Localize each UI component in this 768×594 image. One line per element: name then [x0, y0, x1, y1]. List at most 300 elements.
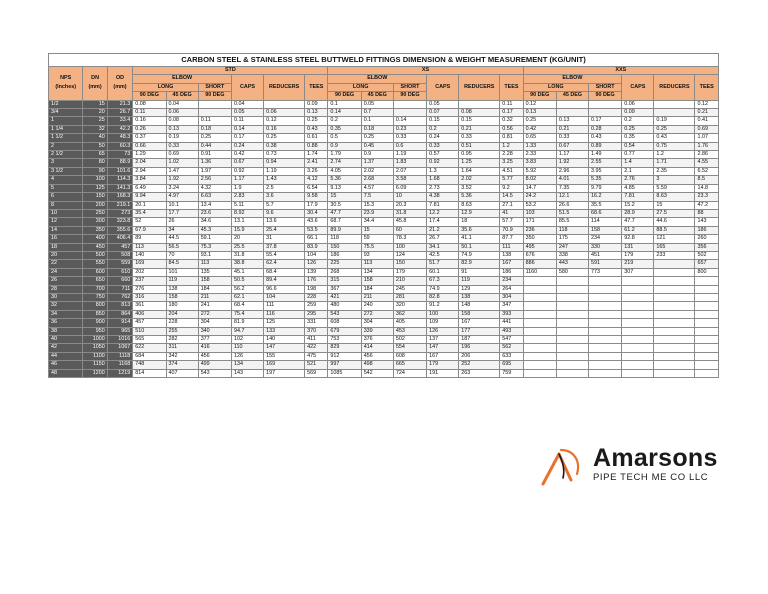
nps-cell: 36: [49, 319, 83, 327]
std-value-cell: 276: [133, 285, 166, 293]
deg90-header: 90 DEG: [133, 92, 166, 100]
xs-value-cell: 206: [459, 352, 500, 360]
std-value-cell: 143: [231, 369, 263, 377]
xxs-value-cell: [654, 277, 695, 285]
nps-cell: 8: [49, 201, 83, 209]
xs-value-cell: 67.3: [427, 277, 459, 285]
deg90-header: 90 DEG: [393, 92, 426, 100]
xs-value-cell: 150: [393, 260, 426, 268]
xs-value-cell: 912: [328, 352, 361, 360]
xxs-value-cell: 0.25: [654, 125, 695, 133]
xs-value-cell: 184: [361, 285, 393, 293]
xs-value-cell: 441: [500, 319, 523, 327]
xxs-value-cell: 0.41: [695, 117, 719, 125]
xs-value-cell: 8.63: [459, 201, 500, 209]
xs-value-cell: 405: [393, 319, 426, 327]
xs-value-cell: 34.1: [427, 243, 459, 251]
table-row: [49, 344, 719, 352]
schedule-std-header: STD: [133, 67, 328, 75]
xxs-value-cell: [523, 327, 556, 335]
xs-value-cell: 138: [459, 293, 500, 301]
xxs-value-cell: 85.5: [556, 218, 588, 226]
std-value-cell: 0.13: [166, 125, 198, 133]
std-value-cell: 180: [166, 302, 198, 310]
nps-cell: 3 1/2: [49, 167, 83, 175]
std-value-cell: 197: [264, 369, 305, 377]
xs-value-cell: 27.1: [500, 201, 523, 209]
od-cell: 1067: [107, 344, 133, 352]
table-row: [49, 201, 719, 209]
nps-cell: 1 1/2: [49, 134, 83, 142]
xxs-value-cell: 6.52: [695, 167, 719, 175]
od-cell: 406.4: [107, 235, 133, 243]
std-value-cell: 457: [133, 319, 166, 327]
dn-cell: 150: [83, 193, 107, 201]
std-value-cell: 0.25: [305, 117, 328, 125]
dn-cell: 300: [83, 218, 107, 226]
std-value-cell: 622: [133, 344, 166, 352]
xxs-value-cell: [695, 319, 719, 327]
xs-value-cell: 543: [328, 310, 361, 318]
company-logo: [537, 444, 727, 488]
od-cell: 33.4: [107, 117, 133, 125]
xs-value-cell: 829: [328, 344, 361, 352]
od-cell: 101.6: [107, 167, 133, 175]
dn-cell: 1050: [83, 344, 107, 352]
nps-cell: 28: [49, 285, 83, 293]
xs-value-cell: 75.5: [361, 243, 393, 251]
nps-cell: 20: [49, 251, 83, 259]
xxs-value-cell: [654, 327, 695, 335]
xs-value-cell: 4.05: [328, 167, 361, 175]
xs-value-cell: 211: [361, 293, 393, 301]
xxs-value-cell: 0.69: [695, 125, 719, 133]
std-value-cell: 101: [166, 268, 198, 276]
xxs-value-cell: 1.17: [556, 151, 588, 159]
std-value-cell: 2.56: [198, 176, 231, 184]
nps-cell: 4: [49, 176, 83, 184]
std-value-cell: 70: [166, 251, 198, 259]
xxs-value-cell: [523, 369, 556, 377]
xs-value-cell: 210: [393, 277, 426, 285]
std-value-cell: 5.11: [231, 201, 263, 209]
std-value-cell: 2.5: [264, 184, 305, 192]
xxs-value-cell: 0.42: [523, 125, 556, 133]
xs-value-cell: 187: [459, 336, 500, 344]
xxs-value-cell: 0.19: [654, 117, 695, 125]
xxs-value-cell: 0.09: [622, 109, 654, 117]
xxs-value-cell: [556, 319, 588, 327]
xxs-value-cell: 1.76: [695, 142, 719, 150]
xs-value-cell: 1.64: [459, 167, 500, 175]
xs-value-cell: 34.4: [361, 218, 393, 226]
xxs-value-cell: 16.2: [589, 193, 622, 201]
xxs-value-cell: [523, 310, 556, 318]
xs-value-cell: 0.7: [361, 109, 393, 117]
od-cell: 42.2: [107, 125, 133, 133]
xs-value-cell: 4.57: [361, 184, 393, 192]
nps-cell: 48: [49, 369, 83, 377]
nps-cell: 2 1/2: [49, 151, 83, 159]
xs-value-cell: 15.3: [361, 201, 393, 209]
std-value-cell: 9.6: [264, 209, 305, 217]
std-value-cell: 13.1: [231, 218, 263, 226]
std-value-cell: 6.54: [305, 184, 328, 192]
std-value-cell: 9.58: [305, 193, 328, 201]
od-cell: 323.8: [107, 218, 133, 226]
xxs-value-cell: [622, 352, 654, 360]
nps-cell: 22: [49, 260, 83, 268]
std-value-cell: 0.61: [305, 134, 328, 142]
std-value-cell: 342: [166, 352, 198, 360]
xxs-value-cell: [695, 369, 719, 377]
std-value-cell: 31.8: [231, 251, 263, 259]
std-value-cell: 20: [231, 235, 263, 243]
xs-value-cell: 234: [500, 277, 523, 285]
std-value-cell: 158: [166, 293, 198, 301]
xxs-value-cell: 2.1: [622, 167, 654, 175]
xs-value-cell: 177: [459, 327, 500, 335]
xxs-value-cell: [695, 344, 719, 352]
dn-cell: 700: [83, 285, 107, 293]
table-row: [49, 176, 719, 184]
reducers-header: REDUCERS: [654, 75, 695, 100]
long-header: LONG: [328, 83, 393, 91]
dn-cell: 1200: [83, 369, 107, 377]
xs-value-cell: 0.81: [500, 134, 523, 142]
std-value-cell: 56.5: [166, 243, 198, 251]
std-value-cell: 134: [231, 361, 263, 369]
std-value-cell: 6.63: [198, 193, 231, 201]
od-cell: 355.6: [107, 226, 133, 234]
std-value-cell: 2.04: [133, 159, 166, 167]
std-value-cell: 0.43: [305, 125, 328, 133]
schedule-xxs-header: XXS: [523, 67, 718, 75]
xxs-value-cell: [654, 260, 695, 268]
xs-value-cell: 91: [459, 268, 500, 276]
table-row: [49, 125, 719, 133]
xxs-value-cell: 24.2: [523, 193, 556, 201]
xs-value-cell: 51.7: [427, 260, 459, 268]
std-value-cell: 565: [133, 336, 166, 344]
xs-value-cell: 245: [393, 285, 426, 293]
dn-cell: 600: [83, 268, 107, 276]
xxs-value-cell: 1160: [523, 268, 556, 276]
xs-value-cell: 0.21: [459, 125, 500, 133]
std-value-cell: 0.92: [231, 167, 263, 175]
xxs-value-cell: 2.76: [622, 176, 654, 184]
xxs-value-cell: 8.5: [695, 176, 719, 184]
xs-value-cell: 7.81: [427, 201, 459, 209]
xs-value-cell: 240: [361, 302, 393, 310]
std-value-cell: 1.97: [198, 167, 231, 175]
xxs-value-cell: [695, 310, 719, 318]
xs-value-cell: 0.18: [361, 125, 393, 133]
dn-cell: 65: [83, 151, 107, 159]
xs-value-cell: 281: [393, 293, 426, 301]
xxs-value-cell: [589, 344, 622, 352]
table-row: [49, 218, 719, 226]
od-cell: 914: [107, 319, 133, 327]
std-value-cell: 169: [133, 260, 166, 268]
od-cell: 73: [107, 151, 133, 159]
std-value-cell: 1.19: [264, 167, 305, 175]
std-value-cell: 13.6: [264, 218, 305, 226]
table-row: [49, 285, 719, 293]
table-row: [49, 268, 719, 276]
std-value-cell: 158: [198, 277, 231, 285]
table-row: [49, 327, 719, 335]
xxs-value-cell: 219: [622, 260, 654, 268]
xxs-value-cell: 0.35: [622, 134, 654, 142]
xxs-value-cell: 8.02: [523, 176, 556, 184]
dn-cell: 50: [83, 142, 107, 150]
xxs-value-cell: [589, 369, 622, 377]
xxs-value-cell: 0.25: [622, 125, 654, 133]
table-row: [49, 319, 719, 327]
std-value-cell: 1.47: [166, 167, 198, 175]
xs-value-cell: 0.92: [427, 159, 459, 167]
xxs-value-cell: 443: [556, 260, 588, 268]
xxs-value-cell: 121: [654, 235, 695, 243]
xxs-value-cell: 0.67: [556, 142, 588, 150]
xxs-value-cell: 657: [695, 260, 719, 268]
od-cell: 168.3: [107, 193, 133, 201]
xxs-value-cell: 0.06: [622, 100, 654, 108]
std-value-cell: 237: [133, 277, 166, 285]
xxs-value-cell: 338: [556, 251, 588, 259]
xxs-value-cell: [589, 100, 622, 108]
table-row: [49, 151, 719, 159]
od-cell: 26.7: [107, 109, 133, 117]
std-value-cell: 8.92: [231, 209, 263, 217]
deg45-header: 45 DEG: [361, 92, 393, 100]
std-value-cell: 814: [133, 369, 166, 377]
dn-cell: 850: [83, 310, 107, 318]
xxs-value-cell: [556, 310, 588, 318]
xxs-value-cell: [589, 310, 622, 318]
std-value-cell: 211: [198, 293, 231, 301]
xxs-value-cell: 68.6: [589, 209, 622, 217]
xs-value-cell: 0.14: [328, 109, 361, 117]
nps-cell: 5: [49, 184, 83, 192]
xs-value-cell: 14.5: [500, 193, 523, 201]
xxs-value-cell: [589, 277, 622, 285]
std-value-cell: 113: [198, 260, 231, 268]
std-value-cell: 0.06: [166, 109, 198, 117]
xs-value-cell: [393, 109, 426, 117]
xs-value-cell: 0.17: [500, 109, 523, 117]
nps-cell: 40: [49, 336, 83, 344]
xxs-value-cell: [622, 344, 654, 352]
xs-value-cell: 191: [427, 369, 459, 377]
table-row: [49, 184, 719, 192]
xs-value-cell: 498: [361, 361, 393, 369]
xxs-value-cell: [695, 293, 719, 301]
table-row: [49, 117, 719, 125]
std-value-cell: 475: [305, 352, 328, 360]
xxs-value-cell: [622, 336, 654, 344]
std-value-cell: 96.6: [264, 285, 305, 293]
xxs-value-cell: 4.01: [556, 176, 588, 184]
xs-value-cell: 252: [459, 361, 500, 369]
elbow-header: ELBOW: [133, 75, 232, 83]
std-value-cell: 228: [166, 319, 198, 327]
dn-cell: 1000: [83, 336, 107, 344]
nps-cell: 24: [49, 268, 83, 276]
xs-value-cell: 47.7: [328, 209, 361, 217]
xxs-value-cell: 236: [523, 226, 556, 234]
xxs-value-cell: [654, 310, 695, 318]
nps-cell: 46: [49, 361, 83, 369]
xxs-value-cell: 495: [523, 243, 556, 251]
xs-value-cell: 759: [500, 369, 523, 377]
xxs-value-cell: [695, 285, 719, 293]
xxs-value-cell: 28.9: [622, 209, 654, 217]
std-value-cell: 6.49: [133, 184, 166, 192]
xxs-value-cell: 260: [695, 235, 719, 243]
xxs-value-cell: [589, 319, 622, 327]
xxs-value-cell: [654, 285, 695, 293]
od-cell: 813: [107, 302, 133, 310]
xs-value-cell: 542: [361, 369, 393, 377]
xs-value-cell: 0.57: [427, 151, 459, 159]
xxs-value-cell: 1.71: [654, 159, 695, 167]
xxs-value-cell: [589, 302, 622, 310]
std-value-cell: 0.13: [305, 109, 328, 117]
od-header: OD (mm): [107, 67, 133, 101]
table-row: [49, 167, 719, 175]
od-cell: 219.1: [107, 201, 133, 209]
xs-value-cell: 18: [459, 218, 500, 226]
xxs-value-cell: 1.92: [556, 159, 588, 167]
std-value-cell: 125: [264, 319, 305, 327]
xs-value-cell: 0.2: [427, 125, 459, 133]
xs-value-cell: 0.9: [361, 151, 393, 159]
od-cell: 60.3: [107, 142, 133, 150]
std-value-cell: 89: [133, 235, 166, 243]
nps-cell: 44: [49, 352, 83, 360]
xs-value-cell: 1.37: [361, 159, 393, 167]
table-row: [49, 243, 719, 251]
logo-name: Amarsons: [593, 444, 718, 472]
xs-value-cell: 59: [361, 235, 393, 243]
xxs-value-cell: 3.95: [589, 167, 622, 175]
xxs-value-cell: [523, 293, 556, 301]
xxs-value-cell: 2.33: [523, 151, 556, 159]
nps-cell: 3: [49, 159, 83, 167]
xxs-value-cell: 886: [523, 260, 556, 268]
xxs-value-cell: 88.5: [654, 226, 695, 234]
std-value-cell: 0.33: [166, 142, 198, 150]
short-header: SHORT: [589, 83, 622, 91]
xs-value-cell: 60.1: [427, 268, 459, 276]
xs-value-cell: 2.02: [361, 167, 393, 175]
xs-value-cell: 0.32: [500, 117, 523, 125]
xxs-value-cell: 179: [622, 251, 654, 259]
xs-value-cell: 2.68: [361, 176, 393, 184]
xs-value-cell: 179: [393, 268, 426, 276]
xxs-value-cell: [622, 277, 654, 285]
xs-value-cell: 111: [500, 243, 523, 251]
xs-value-cell: 147: [427, 344, 459, 352]
xs-value-cell: 679: [328, 327, 361, 335]
table-body: [49, 100, 719, 377]
xxs-value-cell: [654, 361, 695, 369]
std-value-cell: 543: [198, 369, 231, 377]
xxs-value-cell: 27.5: [654, 209, 695, 217]
xs-value-cell: 0.35: [328, 125, 361, 133]
dn-cell: 15: [83, 100, 107, 108]
xs-value-cell: 339: [361, 327, 393, 335]
table-row: [49, 310, 719, 318]
xxs-value-cell: [556, 285, 588, 293]
std-value-cell: 0.38: [264, 142, 305, 150]
xxs-value-cell: [695, 277, 719, 285]
std-value-cell: 104: [264, 293, 305, 301]
std-value-cell: 1.36: [198, 159, 231, 167]
table-row: [49, 251, 719, 259]
std-value-cell: 9.94: [133, 193, 166, 201]
xs-value-cell: 1.3: [427, 167, 459, 175]
xxs-value-cell: 1.49: [589, 151, 622, 159]
xs-value-cell: 0.33: [427, 142, 459, 150]
std-value-cell: 176: [305, 277, 328, 285]
xxs-value-cell: [622, 285, 654, 293]
xxs-value-cell: 2.35: [654, 167, 695, 175]
nps-cell: 1 1/4: [49, 125, 83, 133]
od-cell: 508: [107, 251, 133, 259]
xs-value-cell: 0.24: [427, 134, 459, 142]
std-value-cell: 83.9: [305, 243, 328, 251]
xs-value-cell: 1.19: [393, 151, 426, 159]
std-value-cell: 0.05: [231, 109, 263, 117]
xxs-value-cell: [654, 100, 695, 108]
xxs-value-cell: [556, 344, 588, 352]
std-value-cell: 68.4: [264, 268, 305, 276]
table-row: [49, 193, 719, 201]
xxs-value-cell: 233: [654, 251, 695, 259]
xxs-value-cell: 0.54: [622, 142, 654, 150]
xs-value-cell: 0.51: [459, 142, 500, 150]
nps-cell: 18: [49, 243, 83, 251]
std-value-cell: 499: [198, 361, 231, 369]
std-value-cell: 340: [198, 327, 231, 335]
table-row: [49, 293, 719, 301]
tees-header: TEES: [695, 75, 719, 100]
xxs-value-cell: 5.59: [654, 184, 695, 192]
xxs-value-cell: [589, 293, 622, 301]
dn-cell: 40: [83, 134, 107, 142]
xs-value-cell: 150: [328, 243, 361, 251]
std-value-cell: 67.9: [133, 226, 166, 234]
xxs-value-cell: [654, 109, 695, 117]
std-value-cell: 34.6: [198, 218, 231, 226]
std-value-cell: 75.4: [231, 310, 263, 318]
nps-cell: 34: [49, 310, 83, 318]
xs-value-cell: 456: [361, 352, 393, 360]
std-value-cell: 93.1: [198, 251, 231, 259]
std-value-cell: 0.67: [231, 159, 263, 167]
xs-value-cell: 1.25: [459, 159, 500, 167]
xs-value-cell: 502: [393, 336, 426, 344]
xs-value-cell: 0.05: [427, 100, 459, 108]
std-value-cell: 116: [264, 310, 305, 318]
std-value-cell: 34: [166, 226, 198, 234]
std-value-cell: 56.2: [231, 285, 263, 293]
std-value-cell: 140: [133, 251, 166, 259]
xs-value-cell: 0.08: [459, 109, 500, 117]
